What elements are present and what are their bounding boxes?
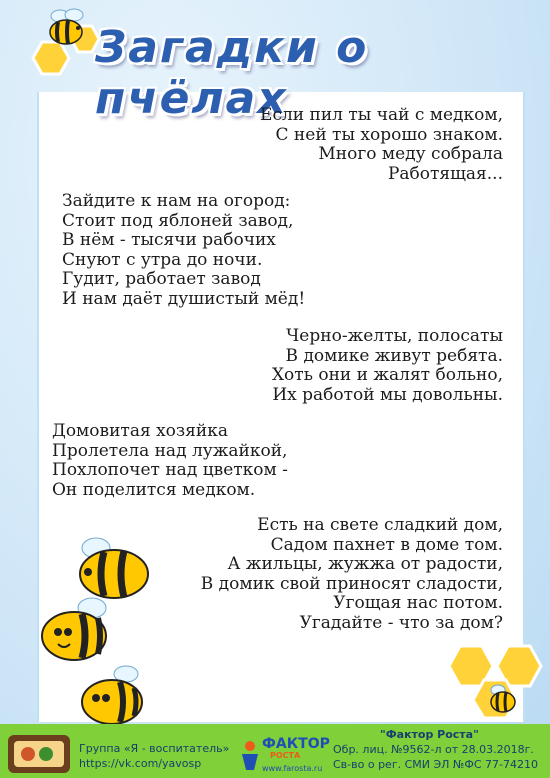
footer-license: Обр. лиц. №9562-л от 28.03.2018г. bbox=[333, 743, 534, 756]
footer-company: "Фактор Роста" bbox=[380, 728, 479, 741]
page-title: Загадки о пчёлах bbox=[95, 22, 369, 124]
bee-icon bbox=[36, 596, 118, 666]
logo-icon bbox=[238, 740, 262, 772]
brand-name: ФАКТОР bbox=[262, 736, 330, 752]
brand-sub: РОСТА bbox=[270, 751, 301, 760]
brand-site[interactable]: www.farosta.ru bbox=[262, 764, 323, 773]
footer-registration: Св-во о рег. СМИ ЭЛ №ФС 77-74210 bbox=[333, 758, 538, 771]
riddle-2: Зайдите к нам на огород: Стоит под яблоней завод, В нём - тысячи рабочих Снуют с утра до ночи. Гудит, работает завод И нам даёт душистый мёд! bbox=[62, 191, 306, 309]
riddle-1: Если пил ты чай с медком, С ней ты хорошо знаком. Много меду собрала Работящая... bbox=[260, 105, 503, 184]
riddle-3: Черно-желты, полосаты В домике живут ребята. Хоть они и жалят больно, Их работой мы довольны. bbox=[271, 326, 503, 405]
riddle-5: Есть на свете сладкий дом, Садом пахнет в доме том. А жильцы, жужжа от радости, В домик свой приносят сладости, Угощая нас потом. Угадайте - что за дом? bbox=[200, 515, 503, 633]
logo-icon bbox=[6, 733, 72, 775]
footer-group: Группа «Я - воспитатель» bbox=[79, 742, 230, 755]
footer-link[interactable]: https://vk.com/yavosp bbox=[79, 757, 202, 770]
bee-icon bbox=[76, 664, 152, 728]
riddle-4: Домовитая хозяйка Пролетела над лужайкой, Похлопочет над цветком - Он поделится медком. bbox=[52, 421, 288, 500]
bee-icon bbox=[66, 534, 152, 604]
bee-icon bbox=[44, 8, 90, 48]
bee-icon bbox=[486, 682, 520, 716]
